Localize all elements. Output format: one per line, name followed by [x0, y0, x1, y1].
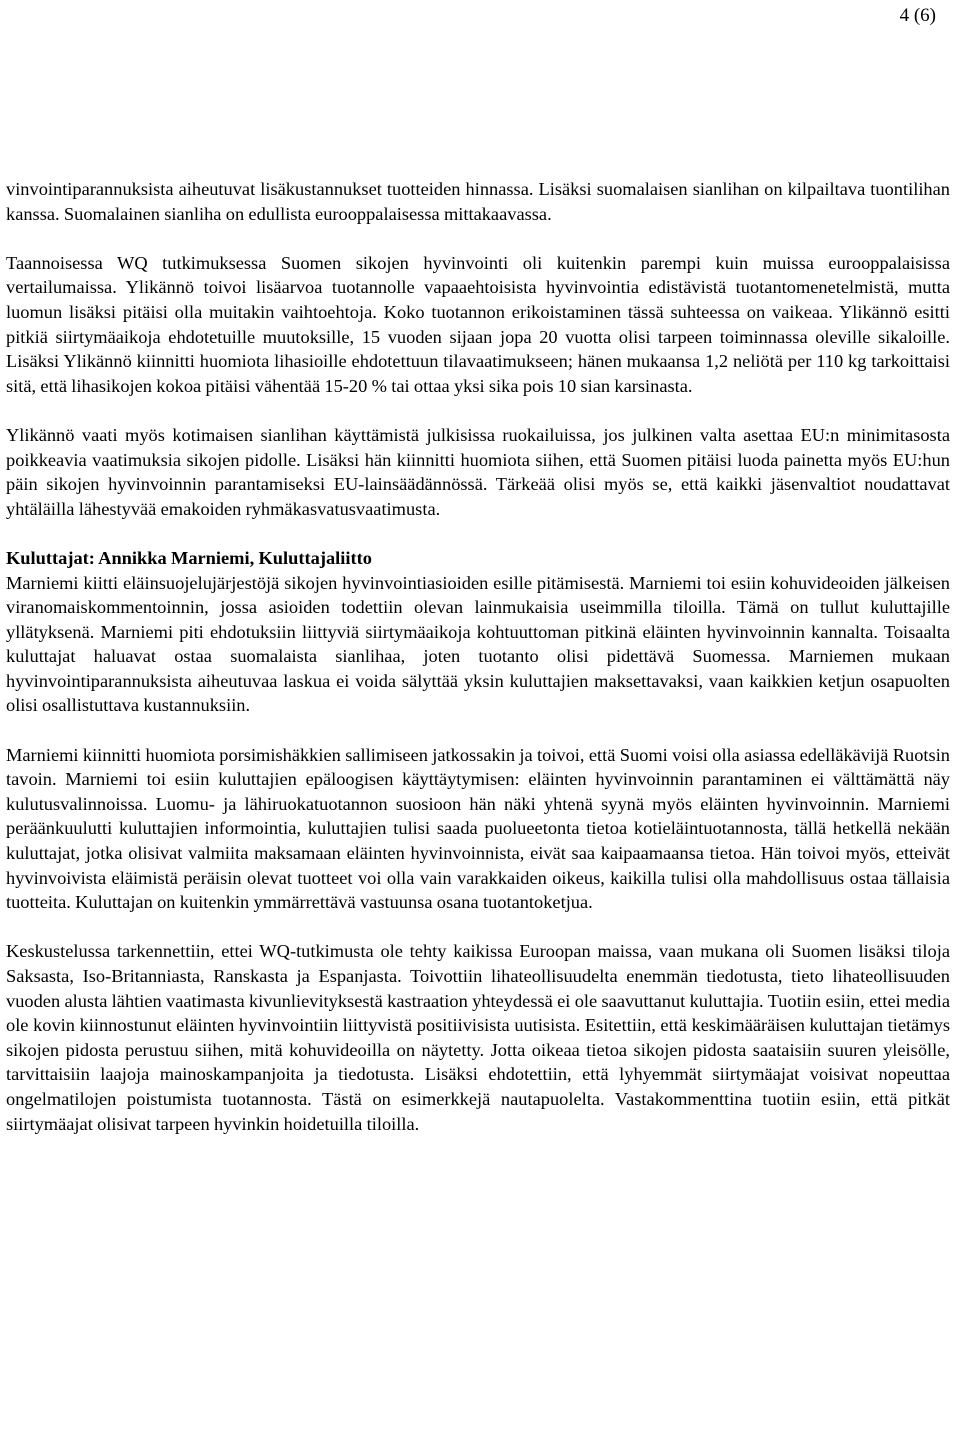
page-number: 4 (6) — [899, 5, 936, 26]
document-body — [6, 177, 950, 1136]
paragraph-discussion: Keskustelussa tarkennettiin, ettei WQ-tutkimusta ole tehty kaikissa Euroopan maissa, vaan mukana oli Suomen lisäksi tiloja Saksasta, Iso-Britanniasta, Ranskasta ja Espanjasta. Toivottiin lihateollisuudelta enemmän tiedotusta, tieto lihateollisuuden vuoden alusta lähtien vaatimasta kivunlievityksestä kastraation yhteydessä ei ole saavuttanut kuluttajia. Tuotiin esiin, ettei media ole kovin kiinnostunut eläinten hyvinvointiin liittyvistä positiivisista uutisista. Esitettiin, että keskimääräisen kuluttajan tietämys sikojen pidosta perustuu siihen, mitä kohuvideoilla on näytetty. Jotta oikeaa tietoa sikojen pidosta saataisiin suuren yleisölle, tarvittaisiin laajoja mainoskampanjoita ja tiedotusta. Lisäksi ehdotettiin, että lyhyemmät siirtymäajat voisivat nopeuttaa ongelmatilojen poistumista tuotannosta. Tästä on esimerkkejä nautapuolelta. Vastakommenttina tuotiin esiin, että pitkät siirtymäajat olisivat tarpeen hyvinkin hoidetuilla tiloilla. — [6, 941, 950, 1134]
paragraph-domestic-pork: Ylikännö vaati myös kotimaisen sianlihan käyttämistä julkisissa ruokailuissa, jos julkinen valta asettaa EU:n minimitasosta poikkeavia vaatimuksia sikojen pidolle. Lisäksi hän kiinnitti huomiota siihen, että Suomen pitäisi luoda painetta myös EU:hun päin sikojen hyvinvoinnin parantamiseksi EU-lainsäädännössä. Tärkeää olisi myös se, että kaikki jäsenvaltiot noudattavat yhtäläilla lähestyvää emakoiden ryhmäkasvatusvaatimusta. — [6, 424, 950, 519]
paragraph-marniemi-thanks: Marniemi kiitti eläinsuojelujärjestöjä sikojen hyvinvointiasioiden esille pitämisestä. Marniemi toi esiin kohuvideoiden jälkeisen viranomaiskommentoinnin, jossa asioiden todettiin olevan lainmukaisia useimmilla tiloilla. Tämä on tullut kuluttajille yllätyksenä. Marniemi piti ehdotuksiin liittyviä siirtymäaikoja kohtuuttoman pitkinä eläinten hyvinvoinnin kannalta. Toisaalta kuluttajat haluavat ostaa suomalaista sianlihaa, joten tuotanto olisi pidettävä Suomessa. Marniemen mukaan hyvinvointiparannuksista aiheutuvaa laskua ei voida sälyttää yksin kuluttajien maksettavaksi, vaan kaikkien ketjun osapuolten olisi osallistuttava kustannuksiin. — [6, 572, 950, 716]
section-heading-consumers: Kuluttajat: Annikka Marniemi, Kuluttajaliitto — [6, 547, 372, 568]
paragraph-wq-study: Taannoisessa WQ tutkimuksessa Suomen sikojen hyvinvointi oli kuitenkin parempi kuin muissa eurooppalaisissa vertailumaissa. Ylikännö toivoi lisäarvoa tuotannolle vapaaehtoisista hyvinvointia edistävistä tuotantomenetelmistä, mutta luomun lisäksi pitäisi olla muitakin vaihtoehtoja. Koko tuotannon erikoistaminen tässä suhteessa on vaikeaa. Ylikännö esitti pitkiä siirtymäaikoja ehdotetuille muutoksille, 15 vuoden sijaan jopa 20 vuotta olisi tarpeen toiminnassa oleville sikaloille. Lisäksi Ylikännö kiinnitti huomiota lihasioille ehdotettuun tilavaatimukseen; hänen mukaansa 1,2 neliötä per 110 kg tarkoittaisi sitä, että lihasikojen kokoa pitäisi vähentää 15-20 % tai ottaa yksi sika pois 10 sian karsinasta. — [6, 252, 950, 396]
paragraph-marniemi-farrowing: Marniemi kiinnitti huomiota porsimishäkkien sallimiseen jatkossakin ja toivoi, että Suomi voisi olla asiassa edelläkävijä Ruotsin tavoin. Marniemi toi esiin kuluttajien epäloogisen käyttäytymisen: eläinten hyvinvoinnin parantaminen ei välttämättä näy kulutusvalinnoissa. Luomu- ja lähiruokatuotannon suosioon hän näki yhtenä syynä myös eläinten hyvinvoinnin. Marniemi peräänkuulutti kuluttajien informointia, kuluttajien tulisi saada puolueetonta tietoa kotieläintuotannosta, tällä hetkellä nekään kuluttajat, jotka olisivat valmiita maksamaan eläinten hyvinvoinnista, eivät saa kaipaamaansa tietoa. Hän toivoi myös, etteivät hyvinvoivista eläimistä peräisin olevat tuotteet voi olla vain varakkaiden oikeus, kaikilla tulisi olla mahdollisuus ostaa tällaisia tuotteita. Kuluttajan on kuitenkin ymmärrettävä vastuunsa osana tuotantoketjua. — [6, 744, 950, 913]
paragraph-continuation: vinvointiparannuksista aiheutuvat lisäkustannukset tuotteiden hinnassa. Lisäksi suomalaisen sianlihan on kilpailtava tuontilihan kanssa. Suomalainen sianliha on edullista eurooppalaisessa mittakaavassa. — [6, 179, 950, 224]
